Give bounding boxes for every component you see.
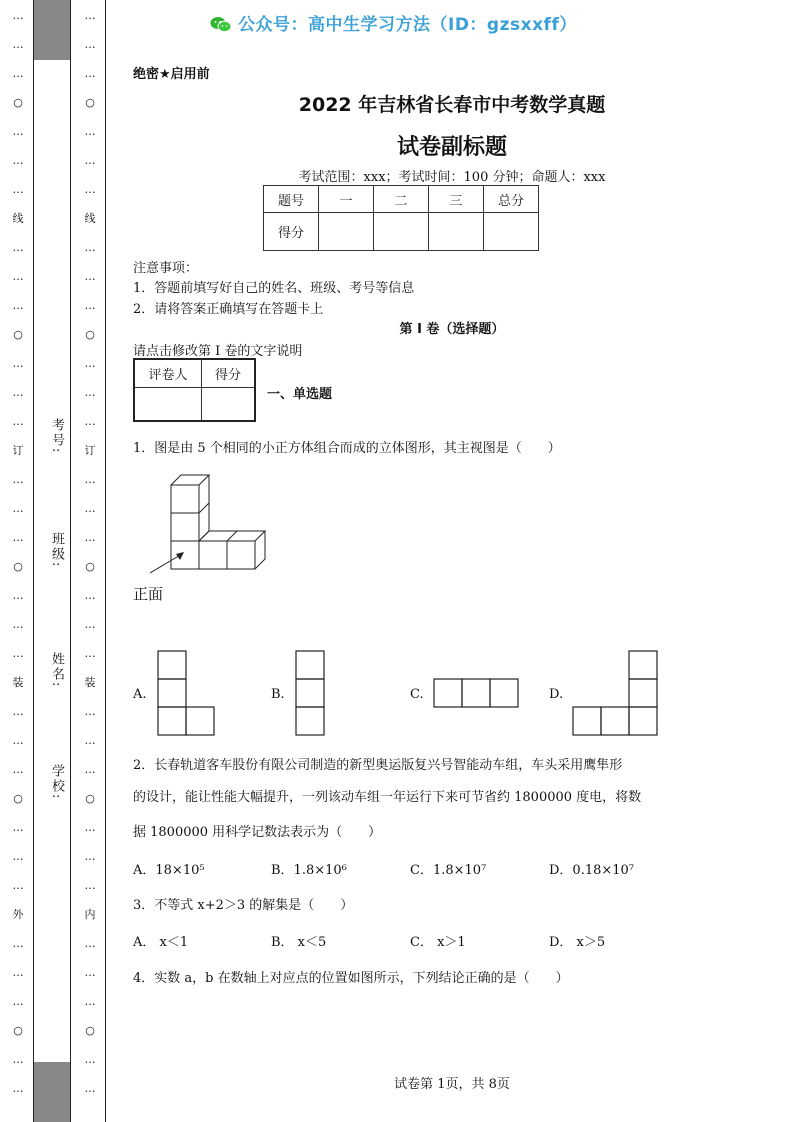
outer-binding-mark: … — [12, 995, 24, 1008]
inner-binding-mark: ○ — [85, 96, 95, 109]
outer-binding-mark: ○ — [13, 560, 23, 573]
q3-option-c: C． x＞1 — [410, 935, 466, 950]
binding-strip-bottom — [34, 1062, 70, 1122]
page-footer: 试卷第 1页，共 8页 — [394, 1077, 510, 1092]
grader-header-cell: 得分 — [202, 359, 256, 387]
score-cell — [374, 213, 429, 251]
part-title: 一、单选题 — [267, 387, 333, 402]
outer-binding-mark: 线 — [12, 212, 24, 225]
outer-binding-mark: 外 — [12, 908, 24, 921]
inner-binding-mark: 内 — [84, 908, 96, 921]
inner-binding-mark: ○ — [85, 560, 95, 573]
inner-binding-mark: … — [84, 270, 96, 283]
paper-subtitle: 试卷副标题 — [396, 135, 507, 160]
score-cell — [319, 213, 374, 251]
exam-no-field: 考号: — [49, 418, 64, 455]
inner-binding-mark: … — [84, 125, 96, 138]
inner-binding-mark: … — [84, 850, 96, 863]
outer-binding-mark: … — [12, 9, 24, 22]
outer-binding-mark: ○ — [13, 1024, 23, 1037]
q1-option-d-label: D. — [549, 687, 564, 702]
score-table-header-row — [264, 186, 539, 213]
outer-binding-mark: … — [12, 705, 24, 718]
inner-binding-mark: … — [84, 241, 96, 254]
inner-binding-mark: ○ — [85, 1024, 95, 1037]
outer-binding-mark: … — [12, 183, 24, 196]
watermark-banner — [210, 10, 577, 35]
inner-binding-mark: … — [84, 821, 96, 834]
inner-binding-mark: … — [84, 9, 96, 22]
score-header-cell: 题号 — [264, 186, 319, 213]
question-2-line3: 据 1800000 用科学记数法表示为（ ） — [133, 825, 382, 840]
exam-info: 考试范围：xxx；考试时间：100 分钟；命题人：xxx — [298, 170, 606, 185]
outer-binding-mark: … — [12, 734, 24, 747]
inner-binding-mark: … — [84, 937, 96, 950]
front-label: 正面 — [133, 585, 164, 603]
inner-binding-mark: … — [84, 183, 96, 196]
outer-binding-mark: … — [12, 879, 24, 892]
outer-binding-mark: … — [12, 589, 24, 602]
question-3-stem: 3．不等式 x+2＞3 的解集是（ ） — [133, 898, 354, 913]
inner-binding-mark: … — [84, 966, 96, 979]
outer-binding-mark: … — [12, 821, 24, 834]
outer-binding-mark: … — [12, 763, 24, 776]
outer-binding-mark: … — [12, 125, 24, 138]
score-header-cell: 三 — [429, 186, 484, 213]
inner-binding-mark: … — [84, 386, 96, 399]
grader-cell — [134, 387, 202, 421]
inner-binding-mark: … — [84, 415, 96, 428]
inner-binding-mark: … — [84, 647, 96, 660]
inner-binding-mark: … — [84, 1053, 96, 1066]
q1-option-a-label: A. — [133, 687, 147, 702]
score-header-cell: 二 — [374, 186, 429, 213]
grader-table — [133, 358, 256, 422]
confidential-label: 绝密★启用前 — [133, 67, 210, 82]
section-hint: 请点击修改第 I 卷的文字说明 — [133, 344, 303, 359]
q1-option-c-label: C. — [410, 687, 424, 702]
inner-binding-mark: … — [84, 38, 96, 51]
outer-binding-mark: ○ — [13, 792, 23, 805]
outer-binding-mark: … — [12, 531, 24, 544]
wechat-icon — [210, 16, 232, 33]
inner-binding-mark: 订 — [84, 444, 96, 457]
outer-binding-mark: … — [12, 386, 24, 399]
outer-binding-mark: … — [12, 357, 24, 370]
inner-binding-mark: 线 — [84, 212, 96, 225]
watermark-text: 公众号：高中生学习方法（ID：gzsxxff） — [238, 15, 577, 35]
q2-option-c: C．1.8×10⁷ — [410, 863, 487, 878]
outer-binding-mark: 装 — [12, 676, 24, 689]
outer-binding-mark: ○ — [13, 328, 23, 341]
q1-option-c-figure — [433, 678, 523, 710]
q1-option-b-label: B. — [271, 687, 285, 702]
q1-solid-figure — [150, 470, 280, 580]
outer-binding-mark: … — [12, 38, 24, 51]
q3-option-a: A． x＜1 — [133, 935, 189, 950]
outer-binding-mark: … — [12, 473, 24, 486]
inner-binding-mark: 装 — [84, 676, 96, 689]
inner-binding-mark: … — [84, 1082, 96, 1095]
score-row-label: 得分 — [264, 213, 319, 251]
q1-option-a-figure — [157, 650, 217, 738]
grader-header-row — [134, 359, 255, 387]
outer-binding-mark: … — [12, 241, 24, 254]
notes-heading: 注意事项： — [133, 261, 199, 276]
paper-title: 2022 年吉林省长春市中考数学真题 — [298, 94, 606, 116]
outer-binding-mark: ○ — [13, 96, 23, 109]
inner-binding-mark: … — [84, 879, 96, 892]
outer-binding-mark: … — [12, 299, 24, 312]
note-item: 2．请将答案正确填写在答题卡上 — [133, 302, 324, 317]
class-field: 班级: — [49, 532, 64, 569]
question-4-stem: 4．实数 a，b 在数轴上对应点的位置如图所示，下列结论正确的是（ ） — [133, 971, 569, 986]
score-cell — [429, 213, 484, 251]
question-1-stem: 1．图是由 5 个相同的小正方体组合而成的立体图形，其主视图是（ ） — [133, 441, 561, 456]
score-table — [263, 185, 539, 251]
grader-header-cell: 评卷人 — [134, 359, 202, 387]
inner-binding-mark: … — [84, 154, 96, 167]
inner-binding-mark: … — [84, 734, 96, 747]
inner-binding-mark: … — [84, 67, 96, 80]
inner-binding-mark: ○ — [85, 792, 95, 805]
outer-binding-mark: … — [12, 415, 24, 428]
school-field: 学校: — [49, 764, 64, 801]
inner-binding-mark: ○ — [85, 328, 95, 341]
grader-cell — [202, 387, 256, 421]
inner-binding-mark: … — [84, 995, 96, 1008]
outer-binding-mark: … — [12, 1082, 24, 1095]
inner-binding-mark: … — [84, 299, 96, 312]
grader-score-row — [134, 387, 255, 421]
section-title: 第 I 卷（选择题） — [399, 322, 505, 337]
outer-binding-mark: … — [12, 67, 24, 80]
outer-binding-mark: … — [12, 850, 24, 863]
question-2-line2: 的设计，能让性能大幅提升，一列该动车组一年运行下来可节省约 1800000 度电，将数 — [133, 790, 642, 805]
note-item: 1．答题前填写好自己的姓名、班级、考号等信息 — [133, 281, 415, 296]
inner-binding-mark: … — [84, 473, 96, 486]
outer-binding-mark: 订 — [12, 444, 24, 457]
q2-option-b: B．1.8×10⁶ — [271, 863, 347, 878]
name-field: 姓名: — [49, 652, 64, 689]
q3-option-b: B． x＜5 — [271, 935, 327, 950]
inner-binding-mark: … — [84, 357, 96, 370]
q3-option-d: D． x＞5 — [549, 935, 606, 950]
outer-binding-mark: … — [12, 154, 24, 167]
score-cell — [484, 213, 539, 251]
q2-option-d: D．0.18×10⁷ — [549, 863, 635, 878]
inner-binding-mark: … — [84, 763, 96, 776]
binding-strip-top — [34, 0, 70, 60]
inner-binding-mark: … — [84, 705, 96, 718]
inner-binding-mark: … — [84, 618, 96, 631]
score-table-score-row — [264, 213, 539, 251]
outer-binding-mark: … — [12, 270, 24, 283]
outer-binding-mark: … — [12, 966, 24, 979]
outer-binding-mark: … — [12, 937, 24, 950]
inner-binding-mark: … — [84, 589, 96, 602]
score-header-cell: 一 — [319, 186, 374, 213]
q1-option-b-figure — [295, 650, 327, 738]
score-header-cell: 总分 — [484, 186, 539, 213]
q2-option-a: A．18×10⁵ — [133, 863, 205, 878]
outer-binding-mark: … — [12, 1053, 24, 1066]
outer-binding-mark: … — [12, 502, 24, 515]
question-2-line1: 2．长春轨道客车股份有限公司制造的新型奥运版复兴号智能动车组，车头采用鹰隼形 — [133, 758, 623, 773]
inner-binding-mark: … — [84, 531, 96, 544]
outer-binding-mark: … — [12, 618, 24, 631]
q1-option-d-figure — [572, 650, 662, 738]
outer-binding-mark: … — [12, 647, 24, 660]
inner-binding-mark: … — [84, 502, 96, 515]
